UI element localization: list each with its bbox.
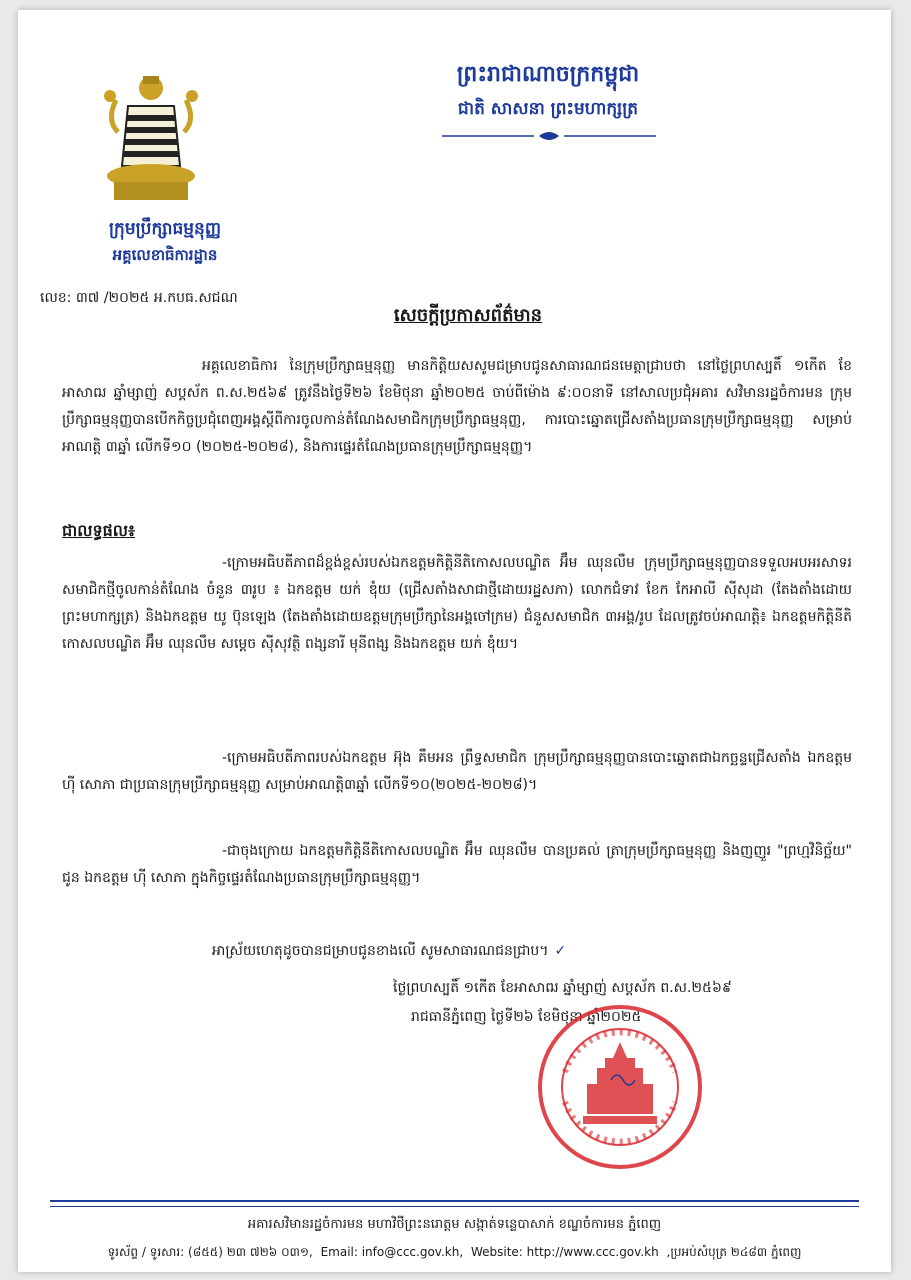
document-title: សេចក្តីប្រកាសព័ត៌មាន [393,305,543,326]
closing-text: អាស្រ័យហេតុដូចបានជម្រាបជូនខាងលើ សូមសាធារណជនជ្រាប។ [212,943,549,959]
results-heading: ជាលទ្ធផល៖ [62,521,136,540]
tick-mark-icon: ✓ [554,943,567,959]
footer-website[interactable]: Website: http://www.ccc.gov.kh [470,1245,659,1259]
council-emblem-icon [96,70,206,210]
result-paragraph-1: -ក្រោមអធិបតីភាពដ៏ខ្ពង់ខ្ពស់របស់ឯកឧត្តមកិត្តិនីតិកោសលបណ្ឌិត អ៊ឹម ឈុនលឹម ក្រុមប្រឹក្សាធម្មនុញ្ញបានទទួលអបអរសាទរសមាជិកថ្មីចូលកាន់តំណែង ចំនួន ៣រូប ៖ ឯកឧត្តម យក់ ឌុំយ (ជ្រើសតាំងសាជាថ្មីដោយរដ្ឋសភា) លោកជំទាវ ខែក កែអាលី ស៊ីសុដា (តែងតាំងដោយព្រះមហាក្សត្រ) និងឯកឧត្តម យូ ប៊ុនឡេង (តែងតាំងដោយឧត្តមក្រុមប្រឹក្សានៃអង្គចៅក្រម) ជំនួសសមាជិក ៣អង្គ/រូប ដែលត្រូវចប់អាណត្តិ៖ ឯកឧត្តមកិត្តិនីតិកោសលបណ្ឌិត អ៊ឹម ឈុនលឹម សម្តេច ស៊ីសុវត្ថិ ពង្សនារី មុនីពង្ស និងឯកឧត្តម យក់ ឌុំយ។ [62,555,852,652]
secretariat-name: អគ្គលេខាធិការដ្ឋាន [112,246,218,264]
intro-paragraph: អគ្គលេខាធិការ នៃក្រុមប្រឹក្សាធម្មនុញ្ញ មានកិត្តិយសសូមជម្រាបជូនសាធារណជនមេត្តាជ្រាបថា នៅថ្ងៃព្រហស្បតិ៍ ១កើត ខែអាសាឍ ឆ្នាំម្សាញ់ សប្តស័ក ព.ស.២៥៦៩ ត្រូវនឹងថ្ងៃទី២៦ ខែមិថុនា ឆ្នាំ២០២៥ ចាប់ពីម៉ោង ៩:០០នាទី នៅសាលប្រជុំអគារ សវិមានរដ្ឋចំការមន ក្រុមប្រឹក្សាធម្មនុញ្ញបានបើកកិច្ចប្រជុំពេញអង្គស្តីពីការចូលកាន់តំណែងសមាជិកក្រុមប្រឹក្សាធម្មនុញ្ញ, ការបោះឆ្នោតជ្រើសតាំងប្រធានក្រុមប្រឹក្សាធម្មនុញ្ញ សម្រាប់អាណត្តិ ៣ឆ្នាំ លើកទី១០ (២០២៥-២០២៨), និងការផ្ទេរតំណែងប្រធានក្រុមប្រឹក្សាធម្មនុញ្ញ។ [62,358,852,455]
result-paragraph-2: -ក្រោមអធិបតីភាពរបស់ឯកឧត្តម អ៊ុង គឹមអន ព្រឹទ្ធសមាជិក ក្រុមប្រឹក្សាធម្មនុញ្ញបានបោះឆ្នោតជាឯកច្ឆន្ទជ្រើសតាំង ឯកឧត្តម ហ៊ី សោភា ជាប្រធានក្រុមប្រឹក្សាធម្មនុញ្ញ សម្រាប់អាណត្តិ៣ឆ្នាំ លើកទី១០(២០២៥-២០២៨)។ [62,750,852,793]
national-motto: ជាតិ សាសនា ព្រះមហាក្សត្រ [457,99,639,119]
footer-phone: ទូរស័ព្ទ / ទូរសារ: (៨៥៥) ២៣ ៧២៦ ០៣១, [107,1245,313,1259]
result-paragraph-3: -ជាចុងក្រោយ ឯកឧត្តមកិត្តិនីតិកោសលបណ្ឌិត អ៊ឹម ឈុនលឹម បានប្រគល់ ត្រាក្រុមប្រឹក្សាធម្មនុញ្ញ និងញញួរ "ព្រហ្មវិនិច្ឆ័យ" ជូន ឯកឧត្តម ហ៊ី សោភា ក្នុងកិច្ចផ្ទេរតំណែងប្រធានក្រុមប្រឹក្សាធម្មនុញ្ញ។ [62,843,852,886]
reference-number: លេខ: ៣៧ /២០២៥ អ.កបធ.សជណ [40,290,238,306]
footer-address: អគារសវិមានរដ្ឋចំការមន មហាវិថីព្រះនរោត្តម សង្កាត់ទន្លេបាសាក់ ខណ្ឌចំការមន ភ្នំពេញ [247,1217,662,1232]
document-page [18,10,891,1272]
kingdom-heading: ព្រះរាជាណាចក្រកម្ពុជា [456,62,640,87]
footer-pobox: ,ប្រអប់សំបុត្រ ២៤៨៣ ភ្នំពេញ [666,1245,802,1259]
lunar-date: ថ្ងៃព្រហស្បតិ៍ ១កើត ខែអាសាឍ ឆ្នាំម្សាញ់ សប្តស័ក ព.ស.២៥៦៩ [393,980,732,996]
ornament-divider-icon [436,128,662,144]
closing-paragraph [62,938,852,965]
council-name: ក្រុមប្រឹក្សាធម្មនុញ្ញ [108,219,222,239]
footer-divider [50,1200,859,1207]
footer-contact [50,1244,859,1262]
solar-date: រាជធានីភ្នំពេញ ថ្ងៃទី២៦ ខែមិថុនា ឆ្នាំ២០២៥ [411,1009,642,1025]
footer-email[interactable]: Email: info@ccc.gov.kh, [320,1245,464,1259]
official-seal-icon [535,1002,705,1172]
